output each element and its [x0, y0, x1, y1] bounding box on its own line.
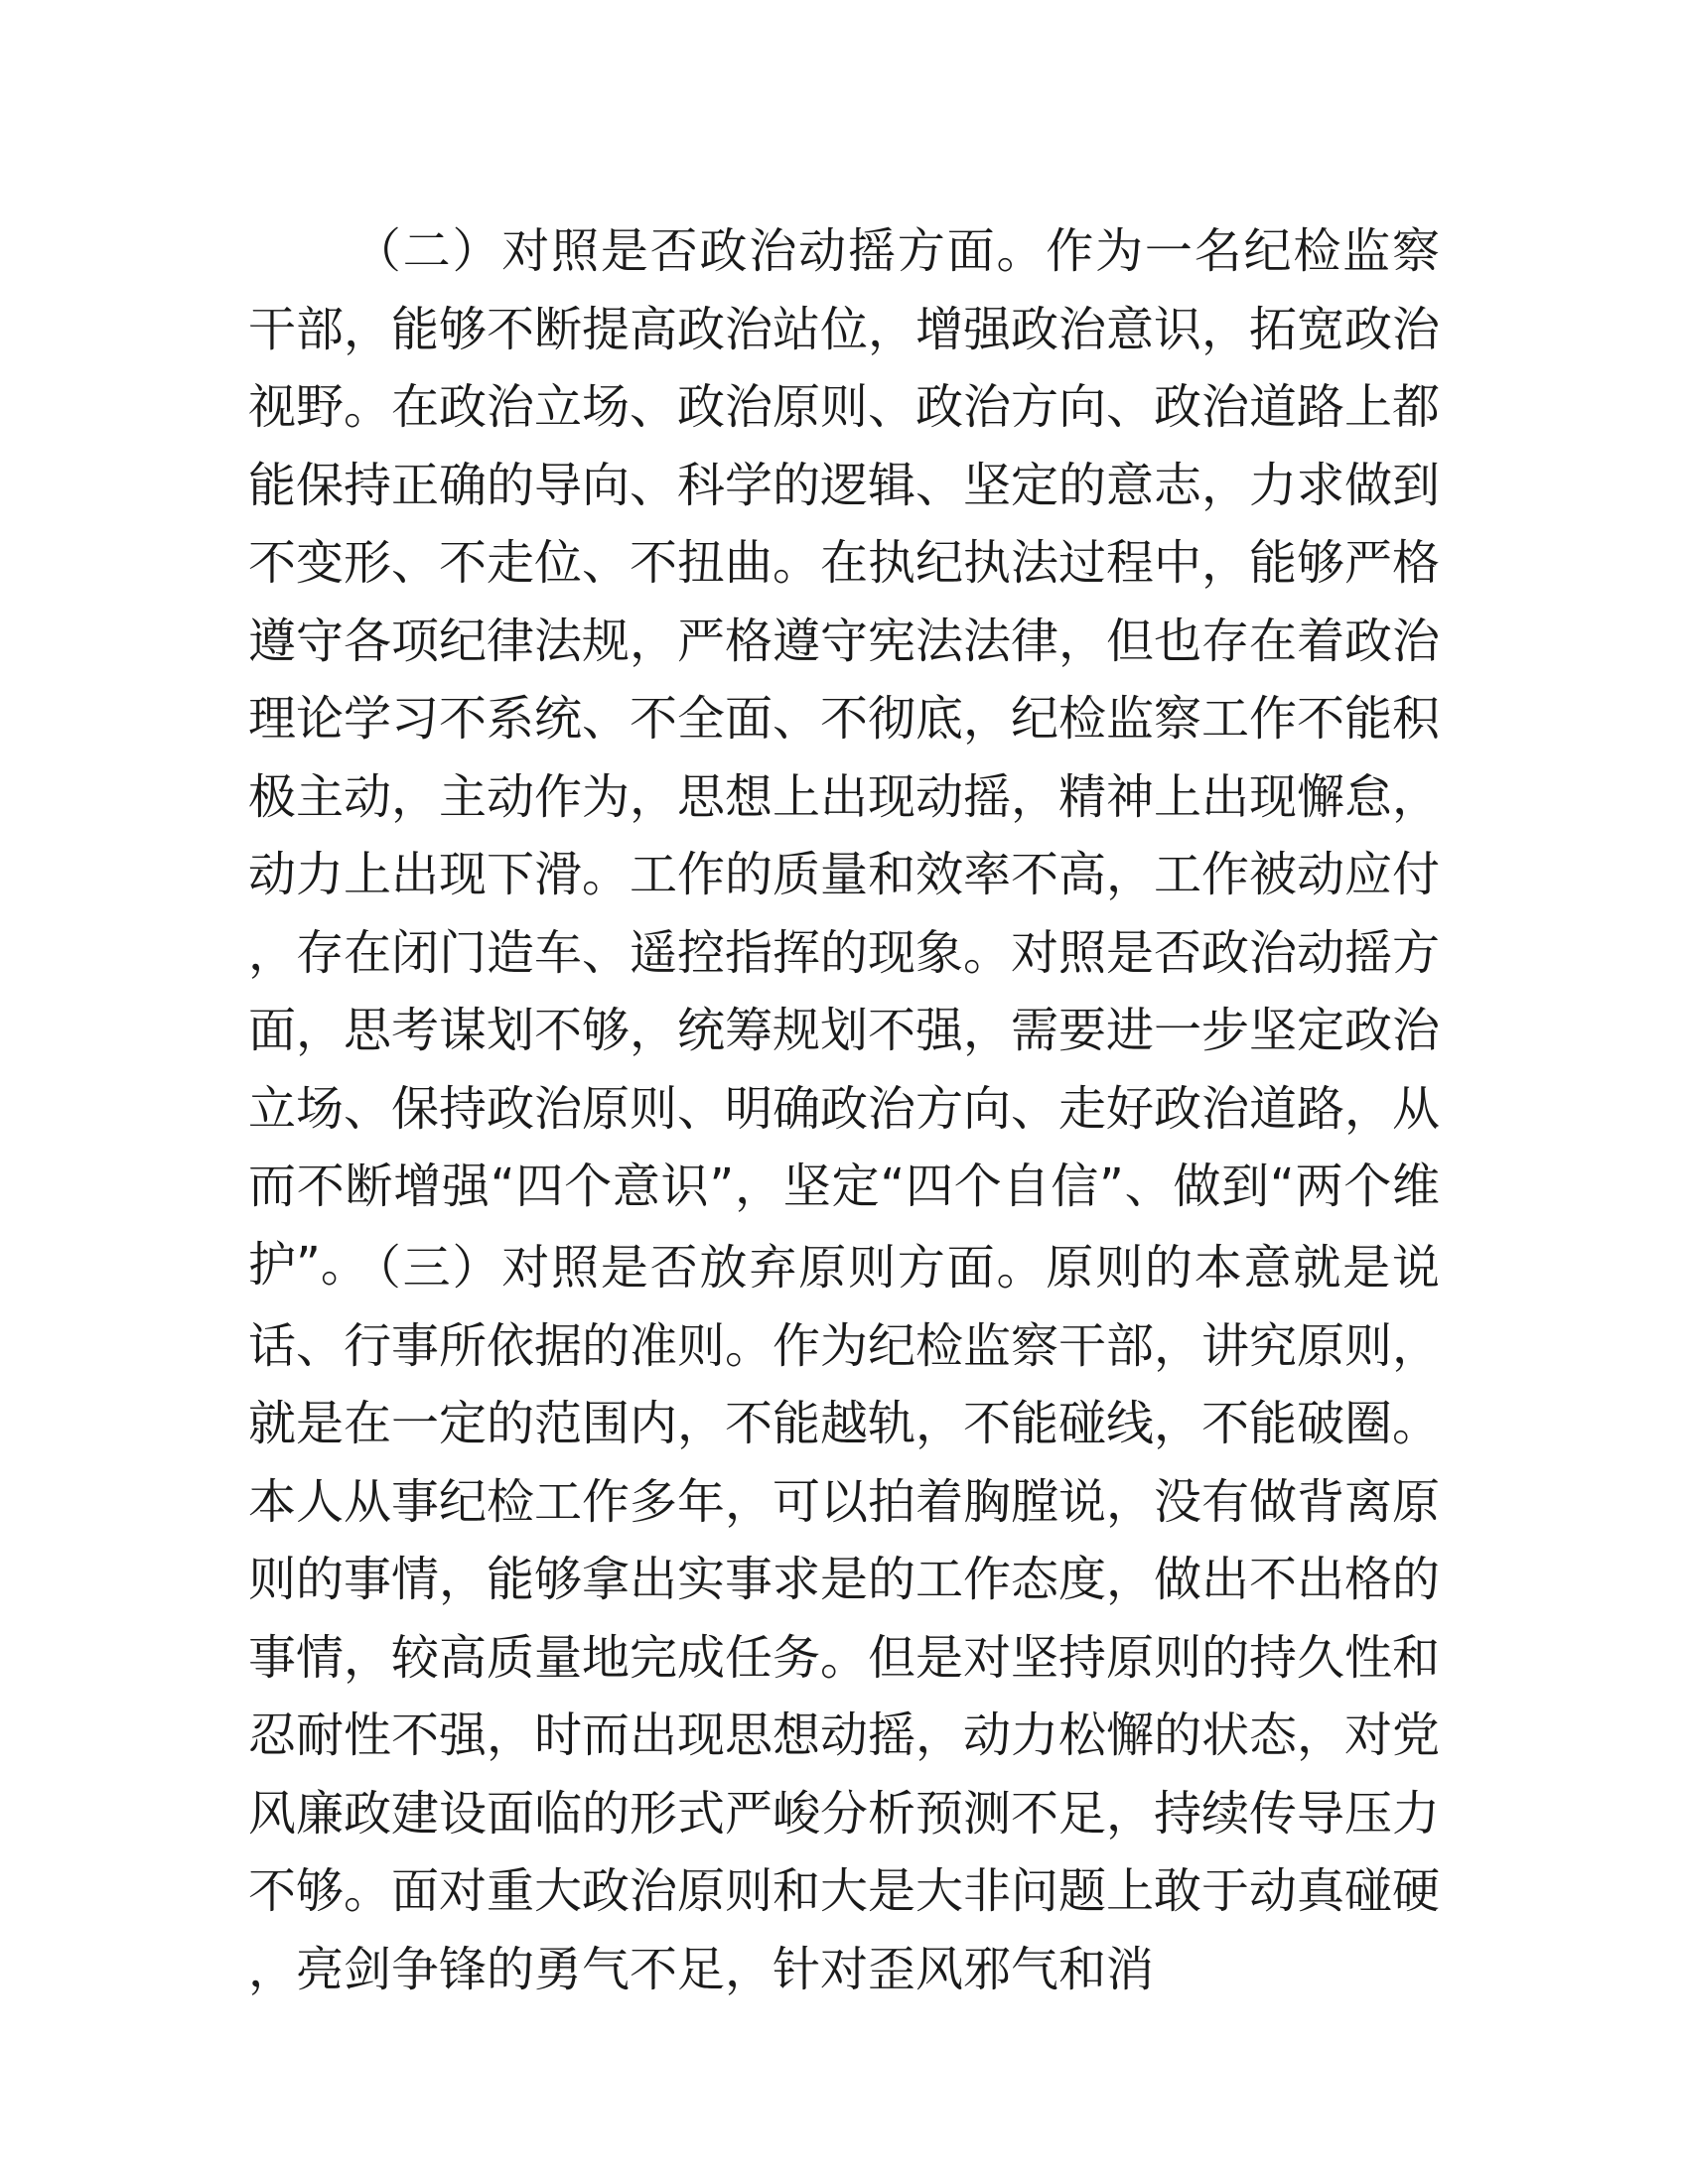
paragraph-text: （三）对照是否放弃原则方面。原则的本意就是说话、行事所依据的准则。作为纪检监察干部，讲究原则，就是在一定的范围内，不能越轨，不能碰线，不能破圈。本人从事纪检工作多年，可以拍着胸膛说，没有做背离原则的事情，能够拿出实事求是的工作态度，做出不出格的事情，较高质量地完成任务。但是对坚持原则的持久性和忍耐性不强，时而出现思想动摇，动力松懈的状态，对党风廉政建设面临的形式严峻分析预测不足，持续传导压力不够。面对重大政治原则和大是大非问题上敢于动真碰硬，亮剑争锋的勇气不足，针对歪风邪气和消	[248, 1240, 1441, 1997]
paragraph-abandoning-principles	[248, 1229, 1440, 2008]
paragraph-text: （二）对照是否政治动摇方面。作为一名纪检监察干部，能够不断提高政治站位，增强政治意识，拓宽政治视野。在政治立场、政治原则、政治方向、政治道路上都能保持正确的导向、科学的逻辑、坚定的意志，力求做到不变形、不走位、不扭曲。在执纪执法过程中，能够严格遵守各项纪律法规，严格遵守宪法法律，但也存在着政治理论学习不系统、不全面、不彻底，纪检监察工作不能积极主动，主动作为，思想上出现动摇，精神上出现懈怠，动力上出现下滑。工作的质量和效率不高，工作被动应付，存在闭门造车、遥控指挥的现象。对照是否政治动摇方面，思考谋划不够，统筹规划不强，需要进一步坚定政治立场、保持政治原则、明确政治方向、走好政治道路，从而不断增强“四个意识”，坚定“四个自信”、做到“两个维护”。	[248, 223, 1441, 1293]
paragraph-political-wavering	[248, 212, 1440, 1303]
